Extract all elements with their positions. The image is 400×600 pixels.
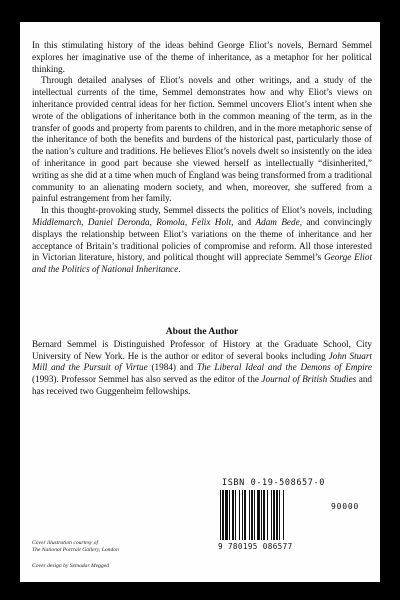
isbn-barcode [216, 478, 366, 554]
blurb-paragraph-3: In this thought-provoking study, Semmel dissects the politics of Eliot’s novels, including Middlemarch, Daniel Deronda, Romola, Felix Holt, and Adam Bede, and convincingly displays the relationship between Eliot’s variations on the theme of inheritance and her acceptance of Britain’s traditional policies of compromise and reform. All those interested in Victorian literature, history, and political thought will appreciate Semmel’s George Eliot and the Politics of National Inheritance. [32, 205, 373, 275]
blurb-paragraph-2: Through detailed analyses of Eliot’s novels and other writings, and a study of the intellectual currents of the time, Semmel demonstrates how and why Eliot’s views on inheritance provided central ideas for her fiction. Semmel uncovers Eliot’s intent when she wrote of the obligations of inheritance both in the common meaning of the term, as in the transfer of goods and property from parents to children, and in the more metaphoric sense of the inheritance of both the benefits and burdens of the historical past, particularly those of the nation’s culture and traditions. He believes Eliot’s novels dwelt so insistently on the idea of inheritance in good part because she viewed herself as intellectually “disinherited,” writing as she did at a time when much of England was being transformed from a traditional community to an alienating modern society, and when, moreover, she suffered from a painful estrangement from her family. [32, 75, 372, 204]
cover-illustration-credit-1: Cover illustration courtesy of [32, 540, 99, 546]
price-code: 90000 [331, 502, 360, 511]
cover-panel [20, 22, 380, 582]
author-bio: Bernard Semmel is Distinguished Professor of History at the Graduate School, City University of New York. He is the author or editor of several books including John Stuart Mill and the Pursuit of Virtue (1984) and The Liberal Ideal and the Demons of Empire (1993). Professor Semmel has also served as the editor of the Journal of British Studies and has received two Guggenheim fellowships. [32, 338, 373, 396]
cover-illustration-credit-2: The National Portrait Gallery, London [32, 547, 119, 553]
blurb-paragraph-1: In this stimulating history of the ideas behind George Eliot’s novels, Bernard Semmel explores her imaginative use of the theme of inheritance, as a metaphor for her political thinking. [32, 40, 372, 74]
cover-credits [32, 540, 192, 570]
cover-design-credit: Cover design by Semadar Megged [32, 563, 110, 569]
barcode-bars [220, 490, 328, 542]
ean-number: 9 780195 086577 [218, 542, 293, 551]
isbn-number: ISBN 0-19-508657-0 [222, 478, 325, 488]
book-blurb [32, 40, 372, 276]
about-heading: About the Author [165, 326, 239, 337]
about-the-author [32, 326, 372, 398]
